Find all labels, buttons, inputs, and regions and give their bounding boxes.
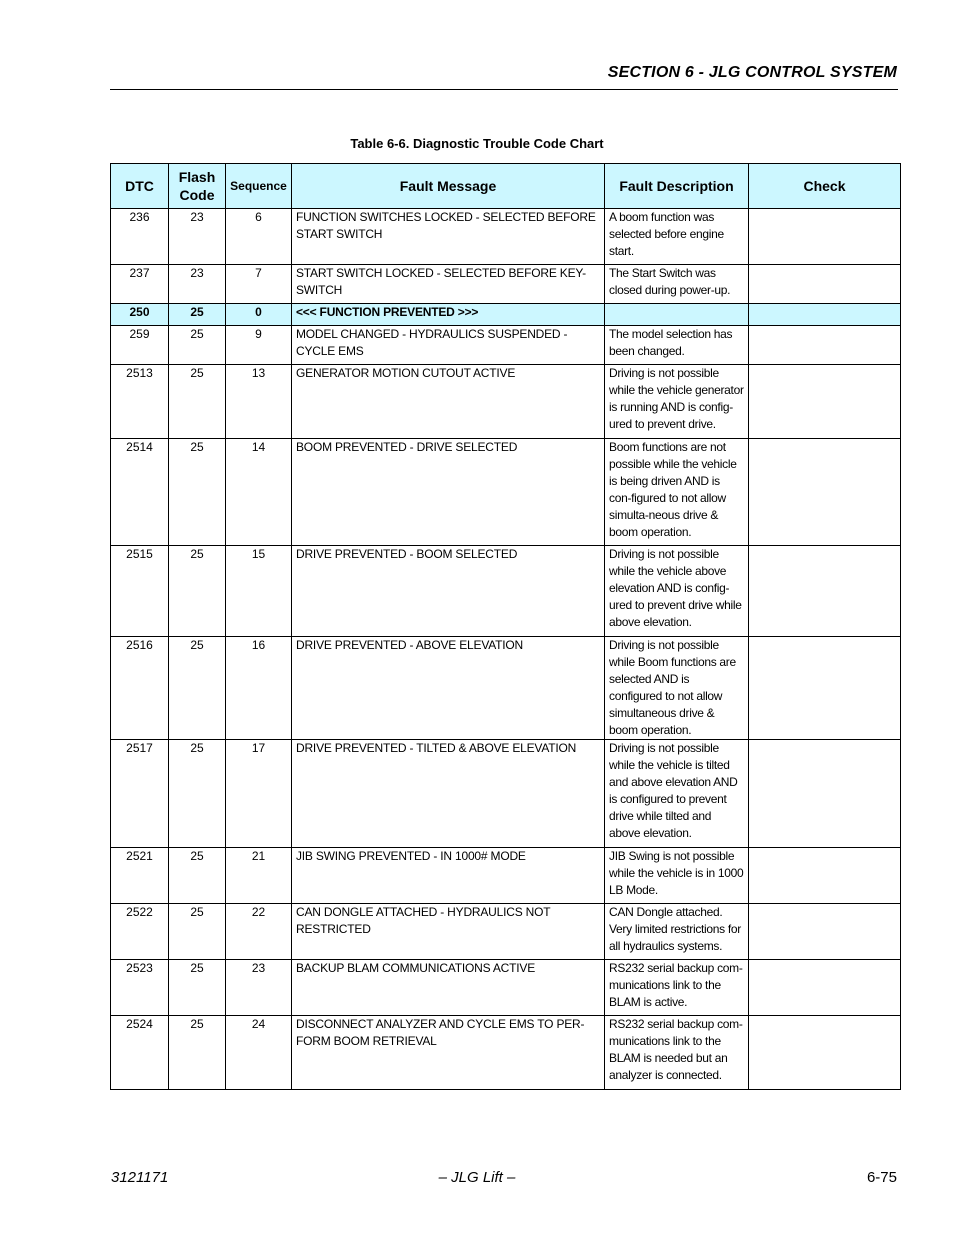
sequence-cell: 13 [226, 365, 292, 439]
fault-message-cell: CAN DONGLE ATTACHED - HYDRAULICS NOT RESTRICTED [292, 904, 605, 960]
sequence-cell: 24 [226, 1016, 292, 1090]
sequence-cell: 15 [226, 546, 292, 637]
table-row [111, 365, 901, 439]
sequence-cell: 21 [226, 848, 292, 904]
fault-message-cell: BACKUP BLAM COMMUNICATIONS ACTIVE [292, 960, 605, 1016]
fault-description-cell: CAN Dongle attached. Very limited restrictions for all hydraulics systems. [605, 904, 749, 960]
check-cell [749, 848, 901, 904]
flash-code-cell: 25 [169, 365, 226, 439]
footer-page-number: 6-75 [866, 1169, 897, 1186]
flash-code-cell: 25 [169, 304, 226, 326]
check-cell [749, 546, 901, 637]
dtc-cell: 2513 [111, 365, 169, 439]
check-cell [749, 740, 901, 848]
dtc-cell: 236 [111, 209, 169, 265]
fault-message-cell: GENERATOR MOTION CUTOUT ACTIVE [292, 365, 605, 439]
footer-doc-number: 3121171 [111, 1169, 169, 1186]
fault-message-cell: FUNCTION SWITCHES LOCKED - SELECTED BEFORE START SWITCH [292, 209, 605, 265]
table-row [111, 546, 901, 637]
dtc-cell: 2524 [111, 1016, 169, 1090]
column-header-flash-code: Flash Code [169, 164, 226, 209]
sequence-cell: 22 [226, 904, 292, 960]
flash-code-cell: 25 [169, 904, 226, 960]
sequence-cell: 6 [226, 209, 292, 265]
fault-description-cell: The Start Switch was closed during power-up. [605, 265, 749, 304]
table-row [111, 960, 901, 1016]
fault-description-cell: RS232 serial backup com-munications link to the BLAM is needed but an analyzer is connected. [605, 1016, 749, 1090]
fault-description-cell: Boom functions are not possible while the vehicle is being driven AND is con-figured to not allow simulta-neous drive & boom operation. [605, 439, 749, 546]
check-cell [749, 265, 901, 304]
dtc-cell: 250 [111, 304, 169, 326]
column-header-check: Check [749, 164, 901, 209]
fault-description-cell: Driving is not possible while the vehicle above elevation AND is config-ured to prevent drive while above elevation. [605, 546, 749, 637]
column-header-fault-message: Fault Message [292, 164, 605, 209]
fault-description-cell: Driving is not possible while the vehicle generator is running AND is config-ured to prevent drive. [605, 365, 749, 439]
flash-code-cell: 25 [169, 740, 226, 848]
dtc-cell: 259 [111, 326, 169, 365]
sequence-cell: 9 [226, 326, 292, 365]
fault-message-cell: DRIVE PREVENTED - BOOM SELECTED [292, 546, 605, 637]
table-row [111, 637, 901, 740]
sequence-cell: 23 [226, 960, 292, 1016]
fault-message-cell: DRIVE PREVENTED - ABOVE ELEVATION [292, 637, 605, 740]
table-row [111, 904, 901, 960]
flash-code-cell: 23 [169, 265, 226, 304]
column-header-sequence: Sequence [226, 164, 292, 209]
fault-description-cell: A boom function was selected before engine start. [605, 209, 749, 265]
dtc-cell: 237 [111, 265, 169, 304]
fault-message-cell: BOOM PREVENTED - DRIVE SELECTED [292, 439, 605, 546]
table-header-row [111, 164, 901, 209]
dtc-cell: 2515 [111, 546, 169, 637]
dtc-cell: 2516 [111, 637, 169, 740]
column-header-dtc: DTC [111, 164, 169, 209]
fault-description-cell: JIB Swing is not possible while the vehicle is in 1000 LB Mode. [605, 848, 749, 904]
flash-code-cell: 25 [169, 637, 226, 740]
dtc-cell: 2523 [111, 960, 169, 1016]
check-cell [749, 209, 901, 265]
check-cell [749, 326, 901, 365]
fault-description-cell: The model selection has been changed. [605, 326, 749, 365]
fault-message-cell: <<< FUNCTION PREVENTED >>> [292, 304, 605, 326]
table-row [111, 848, 901, 904]
table-row [111, 304, 901, 326]
fault-message-cell: START SWITCH LOCKED - SELECTED BEFORE KEY-SWITCH [292, 265, 605, 304]
table-row [111, 439, 901, 546]
sequence-cell: 14 [226, 439, 292, 546]
diagnostic-trouble-code-table [110, 163, 901, 1090]
column-header-fault-description: Fault Description [605, 164, 749, 209]
fault-description-cell: RS232 serial backup com-munications link to the BLAM is active. [605, 960, 749, 1016]
flash-code-cell: 25 [169, 326, 226, 365]
footer-publisher: – JLG Lift – [438, 1169, 516, 1186]
fault-message-cell: MODEL CHANGED - HYDRAULICS SUSPENDED - CYCLE EMS [292, 326, 605, 365]
check-cell [749, 365, 901, 439]
header-rule [110, 89, 898, 90]
table-row [111, 326, 901, 365]
check-cell [749, 1016, 901, 1090]
dtc-cell: 2522 [111, 904, 169, 960]
fault-description-cell: Driving is not possible while Boom functions are selected AND is configured to not allow simultaneous drive & boom operation. [605, 637, 749, 740]
check-cell [749, 439, 901, 546]
flash-code-cell: 25 [169, 1016, 226, 1090]
check-cell [749, 304, 901, 326]
table-caption: Table 6-6. Diagnostic Trouble Code Chart [350, 136, 604, 151]
flash-code-cell: 25 [169, 960, 226, 1016]
check-cell [749, 904, 901, 960]
flash-code-cell: 25 [169, 439, 226, 546]
section-title: SECTION 6 - JLG CONTROL SYSTEM [607, 64, 897, 81]
flash-code-cell: 25 [169, 546, 226, 637]
fault-description-cell [605, 304, 749, 326]
fault-description-cell: Driving is not possible while the vehicle is tilted and above elevation AND is configured to prevent drive while tilted and above elevation. [605, 740, 749, 848]
flash-code-cell: 25 [169, 848, 226, 904]
sequence-cell: 17 [226, 740, 292, 848]
sequence-cell: 0 [226, 304, 292, 326]
dtc-cell: 2521 [111, 848, 169, 904]
table-row [111, 1016, 901, 1090]
sequence-cell: 7 [226, 265, 292, 304]
check-cell [749, 960, 901, 1016]
dtc-cell: 2517 [111, 740, 169, 848]
table-row [111, 209, 901, 265]
table-row [111, 265, 901, 304]
dtc-cell: 2514 [111, 439, 169, 546]
table-row [111, 740, 901, 848]
sequence-cell: 16 [226, 637, 292, 740]
fault-message-cell: DRIVE PREVENTED - TILTED & ABOVE ELEVATION [292, 740, 605, 848]
fault-message-cell: JIB SWING PREVENTED - IN 1000# MODE [292, 848, 605, 904]
flash-code-cell: 23 [169, 209, 226, 265]
check-cell [749, 637, 901, 740]
fault-message-cell: DISCONNECT ANALYZER AND CYCLE EMS TO PER-FORM BOOM RETRIEVAL [292, 1016, 605, 1090]
